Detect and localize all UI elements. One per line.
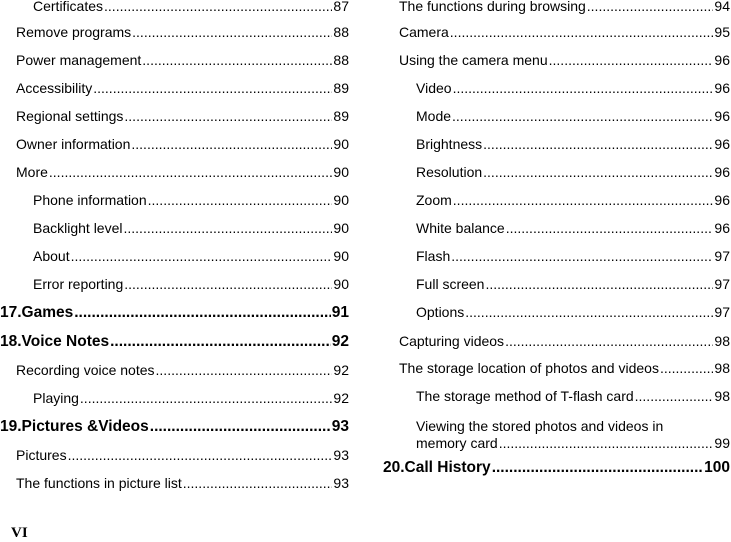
toc-entry-title: Backlight level <box>33 220 123 236</box>
dot-leader <box>549 52 714 69</box>
toc-entry-title: Recording voice notes <box>16 362 155 378</box>
toc-entry <box>383 220 730 237</box>
toc-entry <box>0 108 349 125</box>
toc-entry <box>383 164 730 181</box>
toc-entry <box>0 248 349 265</box>
dot-leader <box>156 362 333 379</box>
dot-leader <box>452 108 713 125</box>
toc-entry-page: 90 <box>333 136 349 152</box>
toc-entry <box>383 192 730 209</box>
toc-entry-page: 97 <box>714 276 730 292</box>
dot-leader <box>148 192 333 209</box>
toc-entry <box>383 276 730 293</box>
dot-leader <box>104 0 332 15</box>
toc-entry <box>383 304 730 321</box>
toc-entry-title: Regional settings <box>16 108 124 124</box>
toc-entry-title: 19.Pictures &Videos <box>0 418 149 435</box>
dot-leader <box>587 0 714 15</box>
dot-leader <box>49 164 333 181</box>
toc-entry-page: 98 <box>714 388 730 404</box>
toc-entry-title: The storage location of photos and videos <box>399 360 659 376</box>
toc-entry-page: 89 <box>333 108 349 124</box>
toc-entry <box>0 24 349 41</box>
toc-entry-page: 91 <box>331 304 349 321</box>
toc-entry <box>383 0 730 15</box>
dot-leader <box>124 108 332 125</box>
toc-entry-page: 90 <box>333 192 349 208</box>
dot-leader <box>150 418 331 435</box>
dot-leader <box>492 459 703 476</box>
toc-entry <box>0 418 349 435</box>
toc-entry-page: 94 <box>714 0 730 14</box>
toc-entry-title: Flash <box>416 248 451 264</box>
toc-entry-title: Resolution <box>416 164 483 180</box>
toc-entry-page: 87 <box>333 0 349 14</box>
toc-entry-page: 100 <box>704 459 730 476</box>
toc-entry-title: Phone information <box>33 192 147 208</box>
toc-entry <box>0 192 349 209</box>
dot-leader <box>505 333 713 350</box>
dot-leader <box>124 220 333 237</box>
toc-entry-title: Remove programs <box>16 24 132 40</box>
dot-leader <box>124 276 332 293</box>
toc-entry <box>383 136 730 153</box>
dot-leader <box>183 475 333 492</box>
toc-entry-page: 98 <box>714 360 730 376</box>
toc-entry-page: 88 <box>333 52 349 68</box>
toc-entry-title: About <box>33 248 70 264</box>
toc-entry <box>0 80 349 97</box>
toc-entry-title-continued: memory card <box>416 435 498 451</box>
page-number: VI <box>11 525 28 541</box>
toc-entry-page: 90 <box>333 248 349 264</box>
toc-entry <box>383 80 730 97</box>
dot-leader <box>660 360 713 377</box>
toc-entry <box>383 108 730 125</box>
dot-leader <box>499 435 714 452</box>
toc-entry-title: More <box>16 164 48 180</box>
toc-entry-title: Accessibility <box>16 80 93 96</box>
toc-entry-title: Certificates <box>33 0 104 14</box>
toc-entry <box>0 164 349 181</box>
dot-leader <box>450 24 714 41</box>
dot-leader <box>451 248 713 265</box>
toc-entry-page: 96 <box>714 80 730 96</box>
toc-entry-title: Camera <box>399 24 449 40</box>
dot-leader <box>93 80 332 97</box>
toc-entry-title: The functions in picture list <box>16 475 182 491</box>
toc-entry-page: 93 <box>333 475 349 491</box>
dot-leader <box>485 276 713 293</box>
toc-entry-page: 96 <box>714 192 730 208</box>
dot-leader <box>110 333 331 350</box>
toc-entry-page: 90 <box>333 276 349 292</box>
toc-entry-title: The functions during browsing <box>399 0 586 14</box>
toc-entry <box>0 475 349 492</box>
toc-entry-title: The storage method of T-flash card <box>416 388 634 404</box>
toc-entry-page: 96 <box>714 136 730 152</box>
toc-entry <box>383 360 730 377</box>
dot-leader <box>635 388 714 405</box>
toc-entry-title: Video <box>416 80 452 96</box>
toc-entry-page: 90 <box>333 164 349 180</box>
toc-entry <box>0 220 349 237</box>
toc-entry-page: 96 <box>714 108 730 124</box>
toc-entry-title: Playing <box>33 390 79 406</box>
toc-entry-title: Pictures <box>16 447 67 463</box>
toc-entry-title: Viewing the stored photos and videos in <box>416 418 664 434</box>
dot-leader <box>68 447 333 464</box>
toc-entry-page: 90 <box>333 220 349 236</box>
dot-leader <box>132 24 332 41</box>
toc-entry-page: 99 <box>714 435 730 451</box>
toc-entry <box>0 447 349 464</box>
toc-entry-page: 92 <box>331 333 349 350</box>
toc-entry-title: Mode <box>416 108 452 124</box>
toc-entry <box>0 276 349 293</box>
toc-entry-page: 96 <box>714 164 730 180</box>
dot-leader <box>80 390 333 407</box>
toc-entry-title: White balance <box>416 220 505 236</box>
toc-entry <box>0 362 349 379</box>
dot-leader <box>483 136 713 153</box>
toc-entry-title: Power management <box>16 52 142 68</box>
toc-entry-page: 93 <box>333 447 349 463</box>
toc-entry-title: 17.Games <box>0 304 74 321</box>
toc-entry <box>0 333 349 350</box>
toc-entry-title: Options <box>416 304 465 320</box>
toc-entry-page: 98 <box>714 333 730 349</box>
toc-entry-page: 97 <box>714 248 730 264</box>
dot-leader <box>465 304 713 321</box>
toc-entry-page: 96 <box>714 52 730 68</box>
toc-entry <box>0 0 349 15</box>
toc-entry <box>383 388 730 405</box>
dot-leader <box>483 164 713 181</box>
dot-leader <box>453 80 714 97</box>
toc-entry-page: 97 <box>714 304 730 320</box>
toc-entry <box>0 52 349 69</box>
toc-entry <box>0 136 349 153</box>
toc-entry-title: Using the camera menu <box>399 52 548 68</box>
toc-entry-page: 96 <box>714 220 730 236</box>
toc-entry <box>0 304 349 321</box>
dot-leader <box>453 192 714 209</box>
toc-entry <box>383 333 730 350</box>
toc-entry <box>383 418 730 452</box>
toc-entry-title: 20.Call History <box>383 459 491 476</box>
toc-entry <box>383 248 730 265</box>
dot-leader <box>74 304 331 321</box>
toc-entry-title: Brightness <box>416 136 483 152</box>
toc-entry <box>383 459 730 476</box>
toc-entry-page: 88 <box>333 24 349 40</box>
toc-entry-title: Full screen <box>416 276 485 292</box>
toc-entry-title: Zoom <box>416 192 452 208</box>
toc-entry-title: Error reporting <box>33 276 124 292</box>
toc-entry <box>383 24 730 41</box>
toc-entry-page: 93 <box>331 418 349 435</box>
toc-entry-page: 92 <box>333 362 349 378</box>
dot-leader <box>71 248 333 265</box>
toc-entry <box>0 390 349 407</box>
dot-leader <box>142 52 332 69</box>
dot-leader <box>506 220 714 237</box>
toc-entry-page: 95 <box>714 24 730 40</box>
dot-leader <box>131 136 332 153</box>
toc-entry <box>383 52 730 69</box>
toc-entry-page: 89 <box>333 80 349 96</box>
toc-entry-title: 18.Voice Notes <box>0 333 110 350</box>
toc-entry-title: Capturing videos <box>399 333 505 349</box>
toc-entry-title: Owner information <box>16 136 131 152</box>
toc-entry-page: 92 <box>333 390 349 406</box>
